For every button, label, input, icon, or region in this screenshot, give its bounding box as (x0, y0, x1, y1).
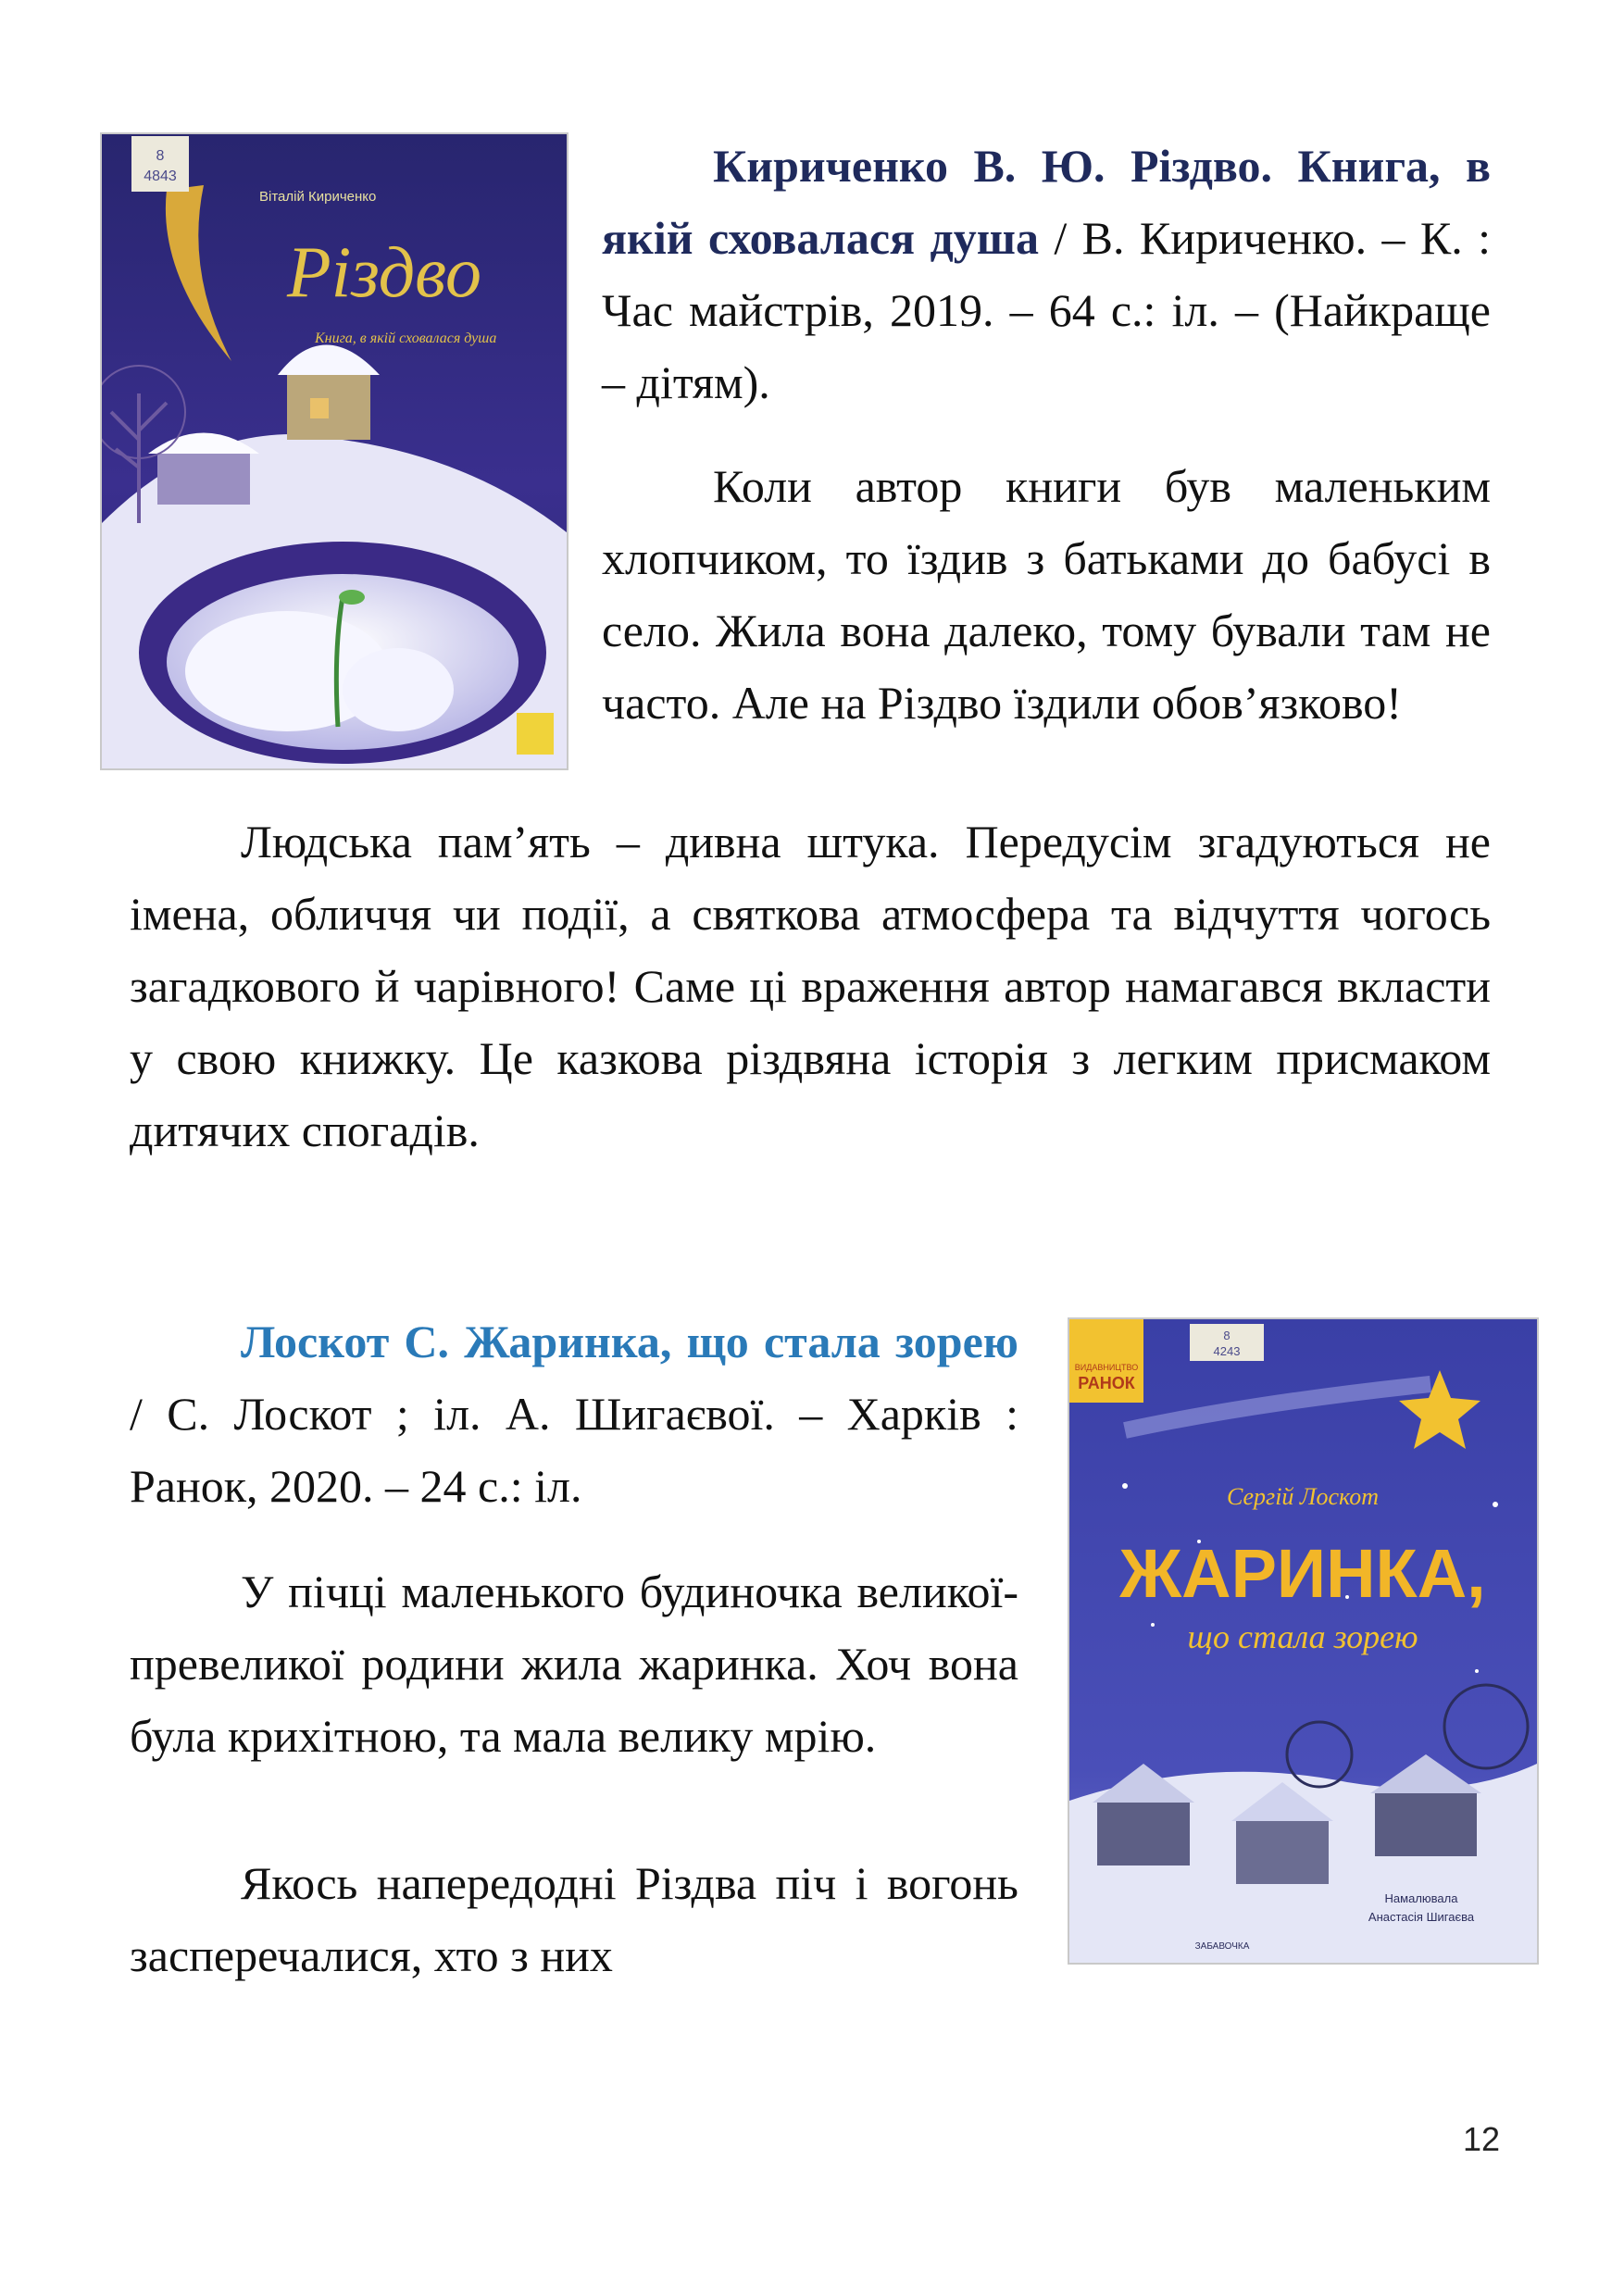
entry1-paragraph-1: Коли автор книги був маленьким хлопчиком, то їздив з батьками до бабусі в село. Жила вона далеко, тому бували там не часто. Але на Різдво їздили обов’язково! (602, 460, 1491, 729)
book-cover-rizdvo-illustration (102, 134, 567, 768)
entry2-heading (130, 1305, 1018, 1522)
entry2-title: Лоскот С. Жаринка, що стала зорею (241, 1316, 1018, 1367)
cover2-title-line1: ЖАРИНКА, (1119, 1535, 1486, 1612)
cover2-publisher-small: ВИДАВНИЦТВО (1074, 1363, 1139, 1372)
cover1-label-line2: 4843 (144, 168, 177, 184)
book-cover-rizdvo (102, 134, 567, 768)
entry1-heading (602, 130, 1491, 418)
cover2-label-line2: 4243 (1213, 1344, 1241, 1358)
cover1-subtitle: Книга, в якій сховалася душа (315, 331, 497, 346)
entry2-citation: / С. Лоскот ; іл. А. Шигаєвої. – Харків : Ранок, 2020. – 24 с.: іл. (130, 1388, 1018, 1512)
entry1-citation: / В. Кириченко. – К. : Час майстрів, 2019. – 64 с.: іл. – (Найкраще – дітям). (602, 212, 1491, 408)
entry2-paragraph-2: Якось напередодні Різдва піч і вогонь засперечалися, хто з них (130, 1857, 1018, 1981)
cover2-label-line1: 8 (1223, 1329, 1230, 1342)
cover1-label-line1: 8 (156, 148, 165, 164)
cover2-imprint: ЗАБАВОЧКА (1194, 1941, 1250, 1952)
entry1-title: Кириченко В. Ю. Різдво. Книга, в якій сховалася душа (602, 140, 1491, 264)
cover1-title: Різдво (287, 231, 482, 312)
cover2-illustrator: Анастасія Шигаєва (1368, 1910, 1475, 1924)
cover1-author: Віталій Кириченко (259, 189, 377, 205)
entry1-paragraph-2: Людська пам’ять – дивна штука. Передусім згадуються не імена, обличчя чи події, а святкова атмосфера та відчуття чогось загадкового й чарівного! Саме ці враження автор намагався вкласти у свою книжку. Це казкова різдвяна історія з легким присмаком дитячих спогадів. (130, 816, 1491, 1156)
cover2-author: Сергій Лоскот (1226, 1483, 1380, 1510)
book-cover-zharynka (1069, 1319, 1537, 1963)
cover2-publisher: РАНОК (1078, 1374, 1135, 1392)
cover2-title-line2: що стала зорею (1187, 1618, 1418, 1655)
book-cover-zharynka-illustration (1069, 1319, 1537, 1963)
cover2-illustrator-label: Намалювала (1384, 1891, 1458, 1905)
entry2-paragraph-1: У пічці маленького будиночка великої-превеликої родини жила жаринка. Хоч вона була крихітною, та мала велику мрію. (130, 1566, 1018, 1762)
page-number: 12 (1462, 2120, 1500, 2158)
